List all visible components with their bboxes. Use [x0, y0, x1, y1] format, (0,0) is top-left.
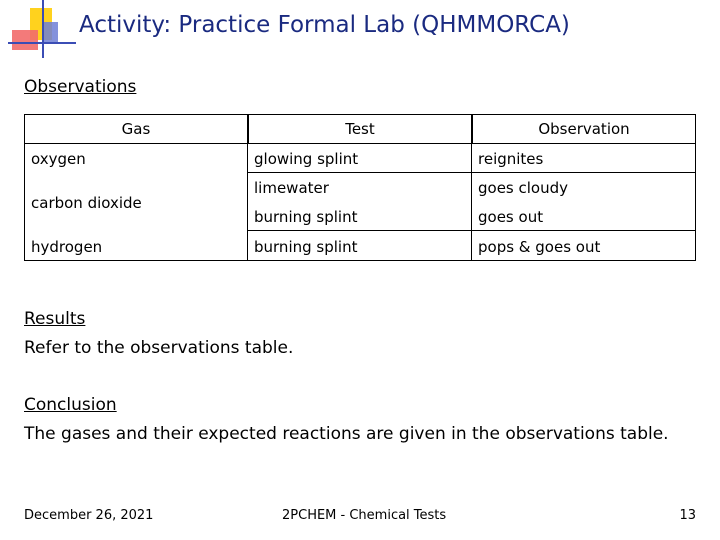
- column-header-gas: Gas: [24, 114, 248, 144]
- row-divider: [248, 172, 696, 173]
- table-cell-test: burning splint: [254, 208, 358, 226]
- footer-page-number: 13: [679, 508, 696, 523]
- column-header-test: Test: [248, 114, 472, 144]
- table-cell-test: glowing splint: [254, 150, 359, 168]
- table-cell-observation: pops & goes out: [478, 238, 601, 256]
- table-cell-observation: goes out: [478, 208, 544, 226]
- slide-title: Activity: Practice Formal Lab (QHMMORCA): [79, 12, 570, 38]
- column-header-observation: Observation: [472, 114, 696, 144]
- table-cell-gas: hydrogen: [31, 238, 103, 256]
- results-text: Refer to the observations table.: [24, 338, 294, 358]
- results-heading: Results: [24, 309, 86, 329]
- conclusion-text: The gases and their expected reactions are given in the observations table.: [24, 424, 669, 444]
- table-cell-observation: reignites: [478, 150, 544, 168]
- table-cell-test: burning splint: [254, 238, 358, 256]
- table-cell-test: limewater: [254, 179, 329, 197]
- table-cell-gas: carbon dioxide: [31, 194, 142, 212]
- table-cell-observation: goes cloudy: [478, 179, 569, 197]
- table-cell-gas: oxygen: [31, 150, 86, 168]
- observations-heading: Observations: [24, 77, 137, 97]
- footer-title: 2PCHEM - Chemical Tests: [282, 508, 447, 523]
- footer-date: December 26, 2021: [24, 508, 154, 523]
- row-divider: [248, 230, 696, 231]
- conclusion-heading: Conclusion: [24, 395, 117, 415]
